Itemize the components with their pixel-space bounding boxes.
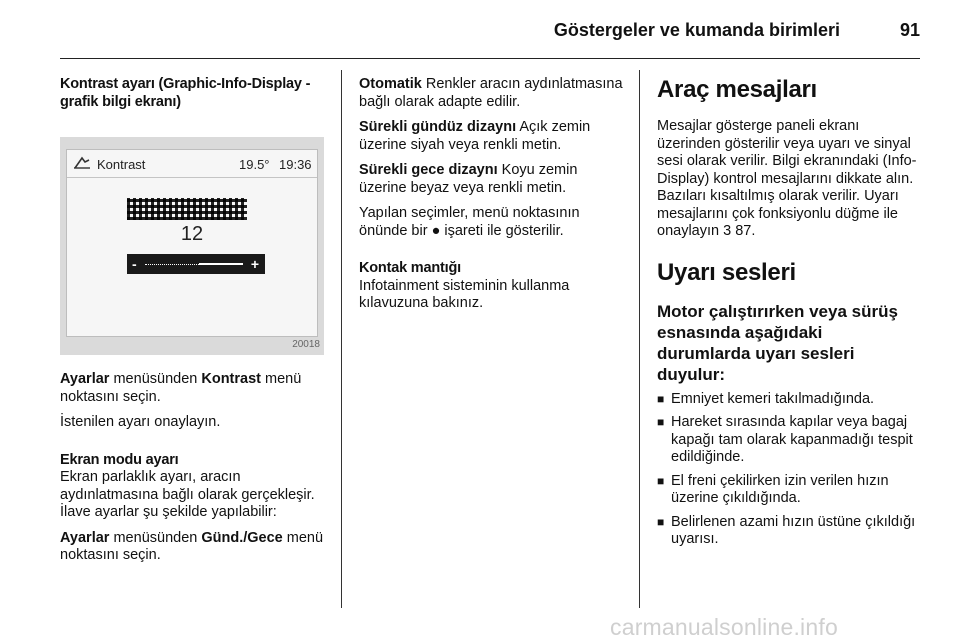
term: Sürekli gece dizaynı [359,162,498,178]
menu-item-name: Günd./Gece [201,529,283,546]
contrast-value: 12 [180,223,204,245]
text: işareti ile gösterilir. [440,222,564,239]
contrast-test-pattern [127,198,247,220]
text: menü noktasını seçin. [60,529,324,563]
screen-time: 19:36 [279,157,312,172]
contrast-settings-icon [73,156,91,175]
warning-list [657,391,920,549]
paragraph-automatic [359,76,623,111]
text: Açık zemin üzerine siyah veya renkli metin. [359,119,591,153]
text: Mesajlar gösterge paneli ekranı üzerinden gösterilir veya uyarı ve sinyal sesi olarak verilir. Bilgi ekranındaki (Info-Display) kontrol mesajlarını dikkate alın. Bazıları kısaltılmış olarak verilir. Uyarı mesajlarını çok fonksiyonlu düğme ile onaylayın [657,118,917,239]
paragraph-select-daynight [60,530,330,565]
header-rule [60,58,920,59]
menu-item-name: Kontrast [201,371,261,387]
filled-circle-icon: ● [431,222,441,239]
list-item: ■ Emniyet kemeri takılmadığında. [657,391,920,409]
column-1 [60,76,330,573]
slider-track-fill [199,263,243,265]
column-2 [359,76,623,321]
list-item: ■ Hareket sırasında kapılar veya bagaj kapağı tam olarak kapanmadığı tespit edildiğinde. [657,414,920,467]
text: Koyu zemin üzerine beyaz veya renkli metin. [359,162,578,196]
paragraph-select-contrast [60,371,330,406]
paragraph-night-design [359,162,623,197]
text: menüsünden [109,529,202,546]
page-number: 91 [899,20,920,40]
list-item: ■ El freni çekilirken izin verilen hızın üzerine çıkıldığında. [657,473,920,508]
heading-display-mode: Ekran modu ayarı [60,451,179,468]
term: Otomatik [359,76,422,92]
paragraph-infotainment: Infotainment sisteminin kullanma kılavuzuna bakınız. [359,277,570,311]
screen-title: Kontrast [97,157,146,172]
heading-vehicle-messages: Araç mesajları [657,76,817,103]
screen-topbar [67,150,317,178]
paragraph-selection-marker [359,205,623,240]
paragraph-day-design [359,119,623,154]
page-header [60,20,920,44]
heading-contrast: Kontrast ayarı (Graphic-Info-Display - grafik bilgi ekranı) [60,76,311,110]
text: menüsünden [109,371,202,387]
contrast-display-figure [60,137,324,355]
contrast-slider[interactable] [127,254,265,274]
heading-ignition-logic: Kontak mantığı [359,260,461,276]
heading-warning-sounds: Uyarı sesleri [657,258,796,286]
column-divider-1 [341,70,342,608]
subheading-warning-conditions: Motor çalıştırırken veya sürüş esnasında aşağıdaki durumlarda uyarı sesleri duyulur: [657,301,898,384]
slider-track-empty [145,264,199,265]
text: Renkler aracın aydınlatmasına bağlı olarak adapte edilir. [359,76,623,110]
screen-temperature: 19.5° [239,157,270,172]
paragraph-messages [657,118,920,241]
slider-minus[interactable]: - [132,256,137,272]
column-divider-2 [639,70,640,608]
slider-plus[interactable]: + [250,256,259,272]
menu-name: Ayarlar [60,371,110,387]
menu-name: Ayarlar [60,529,110,546]
paragraph-brightness: Ekran parlaklık ayarı, aracın aydınlatmasına bağlı olarak gerçekleşir. İlave ayarlar şu şekilde yapılabilir: [60,469,315,520]
term: Sürekli gündüz dizaynı [359,119,517,135]
watermark: carmanualsonline.info [610,614,838,640]
text: menü noktasını seçin. [60,371,302,405]
figure-code: 20018 [292,338,320,350]
column-3 [657,76,920,555]
page-reference[interactable]: 3 87. [723,223,756,239]
text: Yapılan seçimler, menü noktasının önünde bir [359,205,580,239]
list-item: ■ Belirlenen azami hızın üstüne çıkıldığı uyarısı. [657,514,920,549]
header-title: Göstergeler ve kumanda birimleri [553,20,840,40]
paragraph-confirm: İstenilen ayarı onaylayın. [60,414,221,430]
info-display-screen [66,149,318,337]
